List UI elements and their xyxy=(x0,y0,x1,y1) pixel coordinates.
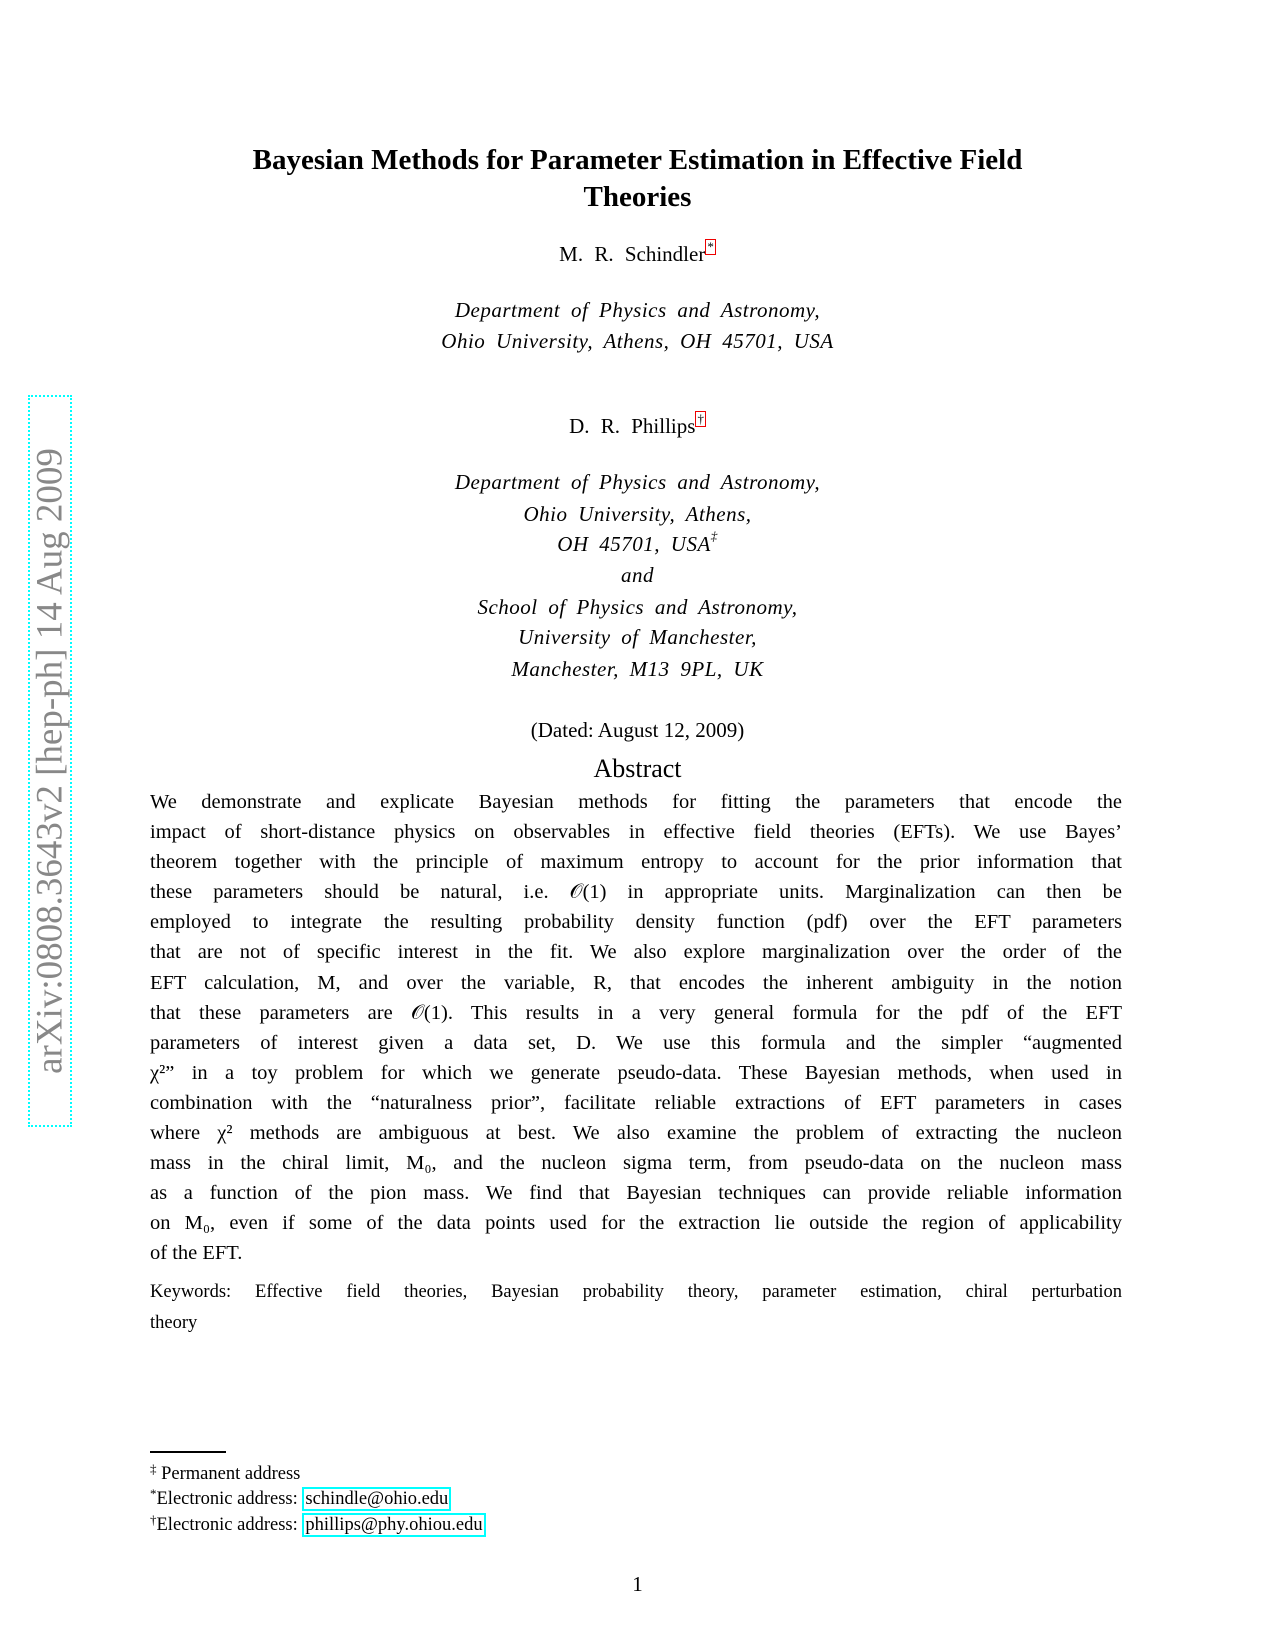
footnote-email-schindler xyxy=(150,1487,451,1511)
abstract-line: on M₀, even if some of the data points used for the extraction lie outside the region of applicability xyxy=(150,1212,1122,1235)
abstract-body xyxy=(150,787,1122,1269)
abstract-line: that these parameters are 𝒪(1). This results in a very general formula for the pdf of the EFT xyxy=(150,1001,1122,1024)
author-1-name: M. R. Schindler xyxy=(559,242,706,266)
footnote-mark: * xyxy=(150,1486,157,1501)
author-1 xyxy=(0,239,1275,269)
author-1-affiliation-2: Ohio University, Athens, OH 45701, USA xyxy=(441,329,834,353)
abstract-line: these parameters should be natural, i.e. 𝒪(1) in appropriate units. Marginalization can then be xyxy=(150,881,1122,904)
author-2-affiliation-4: and xyxy=(621,563,654,587)
author-2-name: D. R. Phillips xyxy=(569,414,696,438)
keywords xyxy=(150,1277,1122,1339)
author-2-affiliation-5: School of Physics and Astronomy, xyxy=(477,595,798,619)
author-1-footnote-link[interactable]: * xyxy=(707,239,714,254)
paper-title-line-1: Bayesian Methods for Parameter Estimation in Effective Field xyxy=(252,144,1023,176)
abstract-line: that are not of specific interest in the fit. We also explore marginalization over the order of the xyxy=(150,941,1122,964)
paper-title-line-2: Theories xyxy=(583,181,692,213)
author-2-affiliation-6: University of Manchester, xyxy=(518,625,757,649)
footnote-rule xyxy=(150,1451,226,1453)
email-link-schindler[interactable]: schindle@ohio.edu xyxy=(302,1487,451,1511)
abstract-line: employed to integrate the resulting probability density function (pdf) over the EFT parameters xyxy=(150,911,1122,934)
author-2-affiliation-7: Manchester, M13 9PL, UK xyxy=(511,657,764,681)
footnote-email-phillips xyxy=(150,1513,486,1537)
footnote-permanent-address xyxy=(150,1462,300,1486)
footnote-mark: ‡ xyxy=(150,1461,157,1476)
abstract-heading: Abstract xyxy=(593,754,682,783)
abstract-line: mass in the chiral limit, M₀, and the nucleon sigma term, from pseudo-data on the nucleon mass xyxy=(150,1152,1122,1175)
footnote-text: Electronic address: xyxy=(156,1515,303,1535)
abstract-line: combination with the “naturalness prior”, facilitate reliable extractions of EFT parameters in cases xyxy=(150,1091,1122,1114)
email-link-phillips[interactable]: phillips@phy.ohiou.edu xyxy=(302,1513,485,1537)
footnote-text: Electronic address: xyxy=(156,1489,303,1509)
keywords-line: Keywords: Effective field theories, Bayesian probability theory, parameter estimation, chiral perturbation xyxy=(150,1282,1122,1302)
author-2-footnote-link[interactable]: † xyxy=(697,411,704,426)
page-number: 1 xyxy=(632,1572,643,1596)
abstract-line: where χ² methods are ambiguous at best. We also examine the problem of extracting the nucleon xyxy=(150,1122,1122,1145)
author-2-affiliation-3 xyxy=(0,529,1275,559)
abstract-line: parameters of interest given a data set, D. We use this formula and the simpler “augmented xyxy=(150,1031,1122,1054)
author-1-affiliation-1: Department of Physics and Astronomy, xyxy=(454,298,821,322)
abstract-line: EFT calculation, M, and over the variable, R, that encodes the inherent ambiguity in the notion xyxy=(150,971,1122,994)
abstract-line: as a function of the pion mass. We find that Bayesian techniques can provide reliable information xyxy=(150,1182,1122,1205)
abstract-line: χ²” in a toy problem for which we generate pseudo-data. These Bayesian methods, when used in xyxy=(150,1061,1122,1084)
footnote-mark: † xyxy=(150,1512,157,1527)
author-2-affiliation-2: Ohio University, Athens, xyxy=(523,502,752,526)
affiliation-text: OH 45701, USA xyxy=(557,532,711,556)
keywords-line: theory xyxy=(150,1313,198,1333)
abstract-line: theorem together with the principle of maximum entropy to account for the prior information that xyxy=(150,851,1122,874)
dated: (Dated: August 12, 2009) xyxy=(530,718,745,742)
author-2 xyxy=(0,411,1275,441)
abstract-line: of the EFT. xyxy=(150,1242,243,1265)
author-2-affiliation-1: Department of Physics and Astronomy, xyxy=(454,470,821,494)
abstract-line: impact of short-distance physics on observables in effective field theories (EFTs). We use Bayes’ xyxy=(150,821,1122,844)
permanent-address-mark: ‡ xyxy=(710,528,718,543)
footnote-text: Permanent address xyxy=(156,1464,301,1484)
abstract-line: We demonstrate and explicate Bayesian methods for fitting the parameters that encode the xyxy=(150,791,1122,813)
arxiv-stamp-text: arXiv:0808.3643v2 [hep-ph] 14 Aug 2009 xyxy=(29,448,71,1074)
